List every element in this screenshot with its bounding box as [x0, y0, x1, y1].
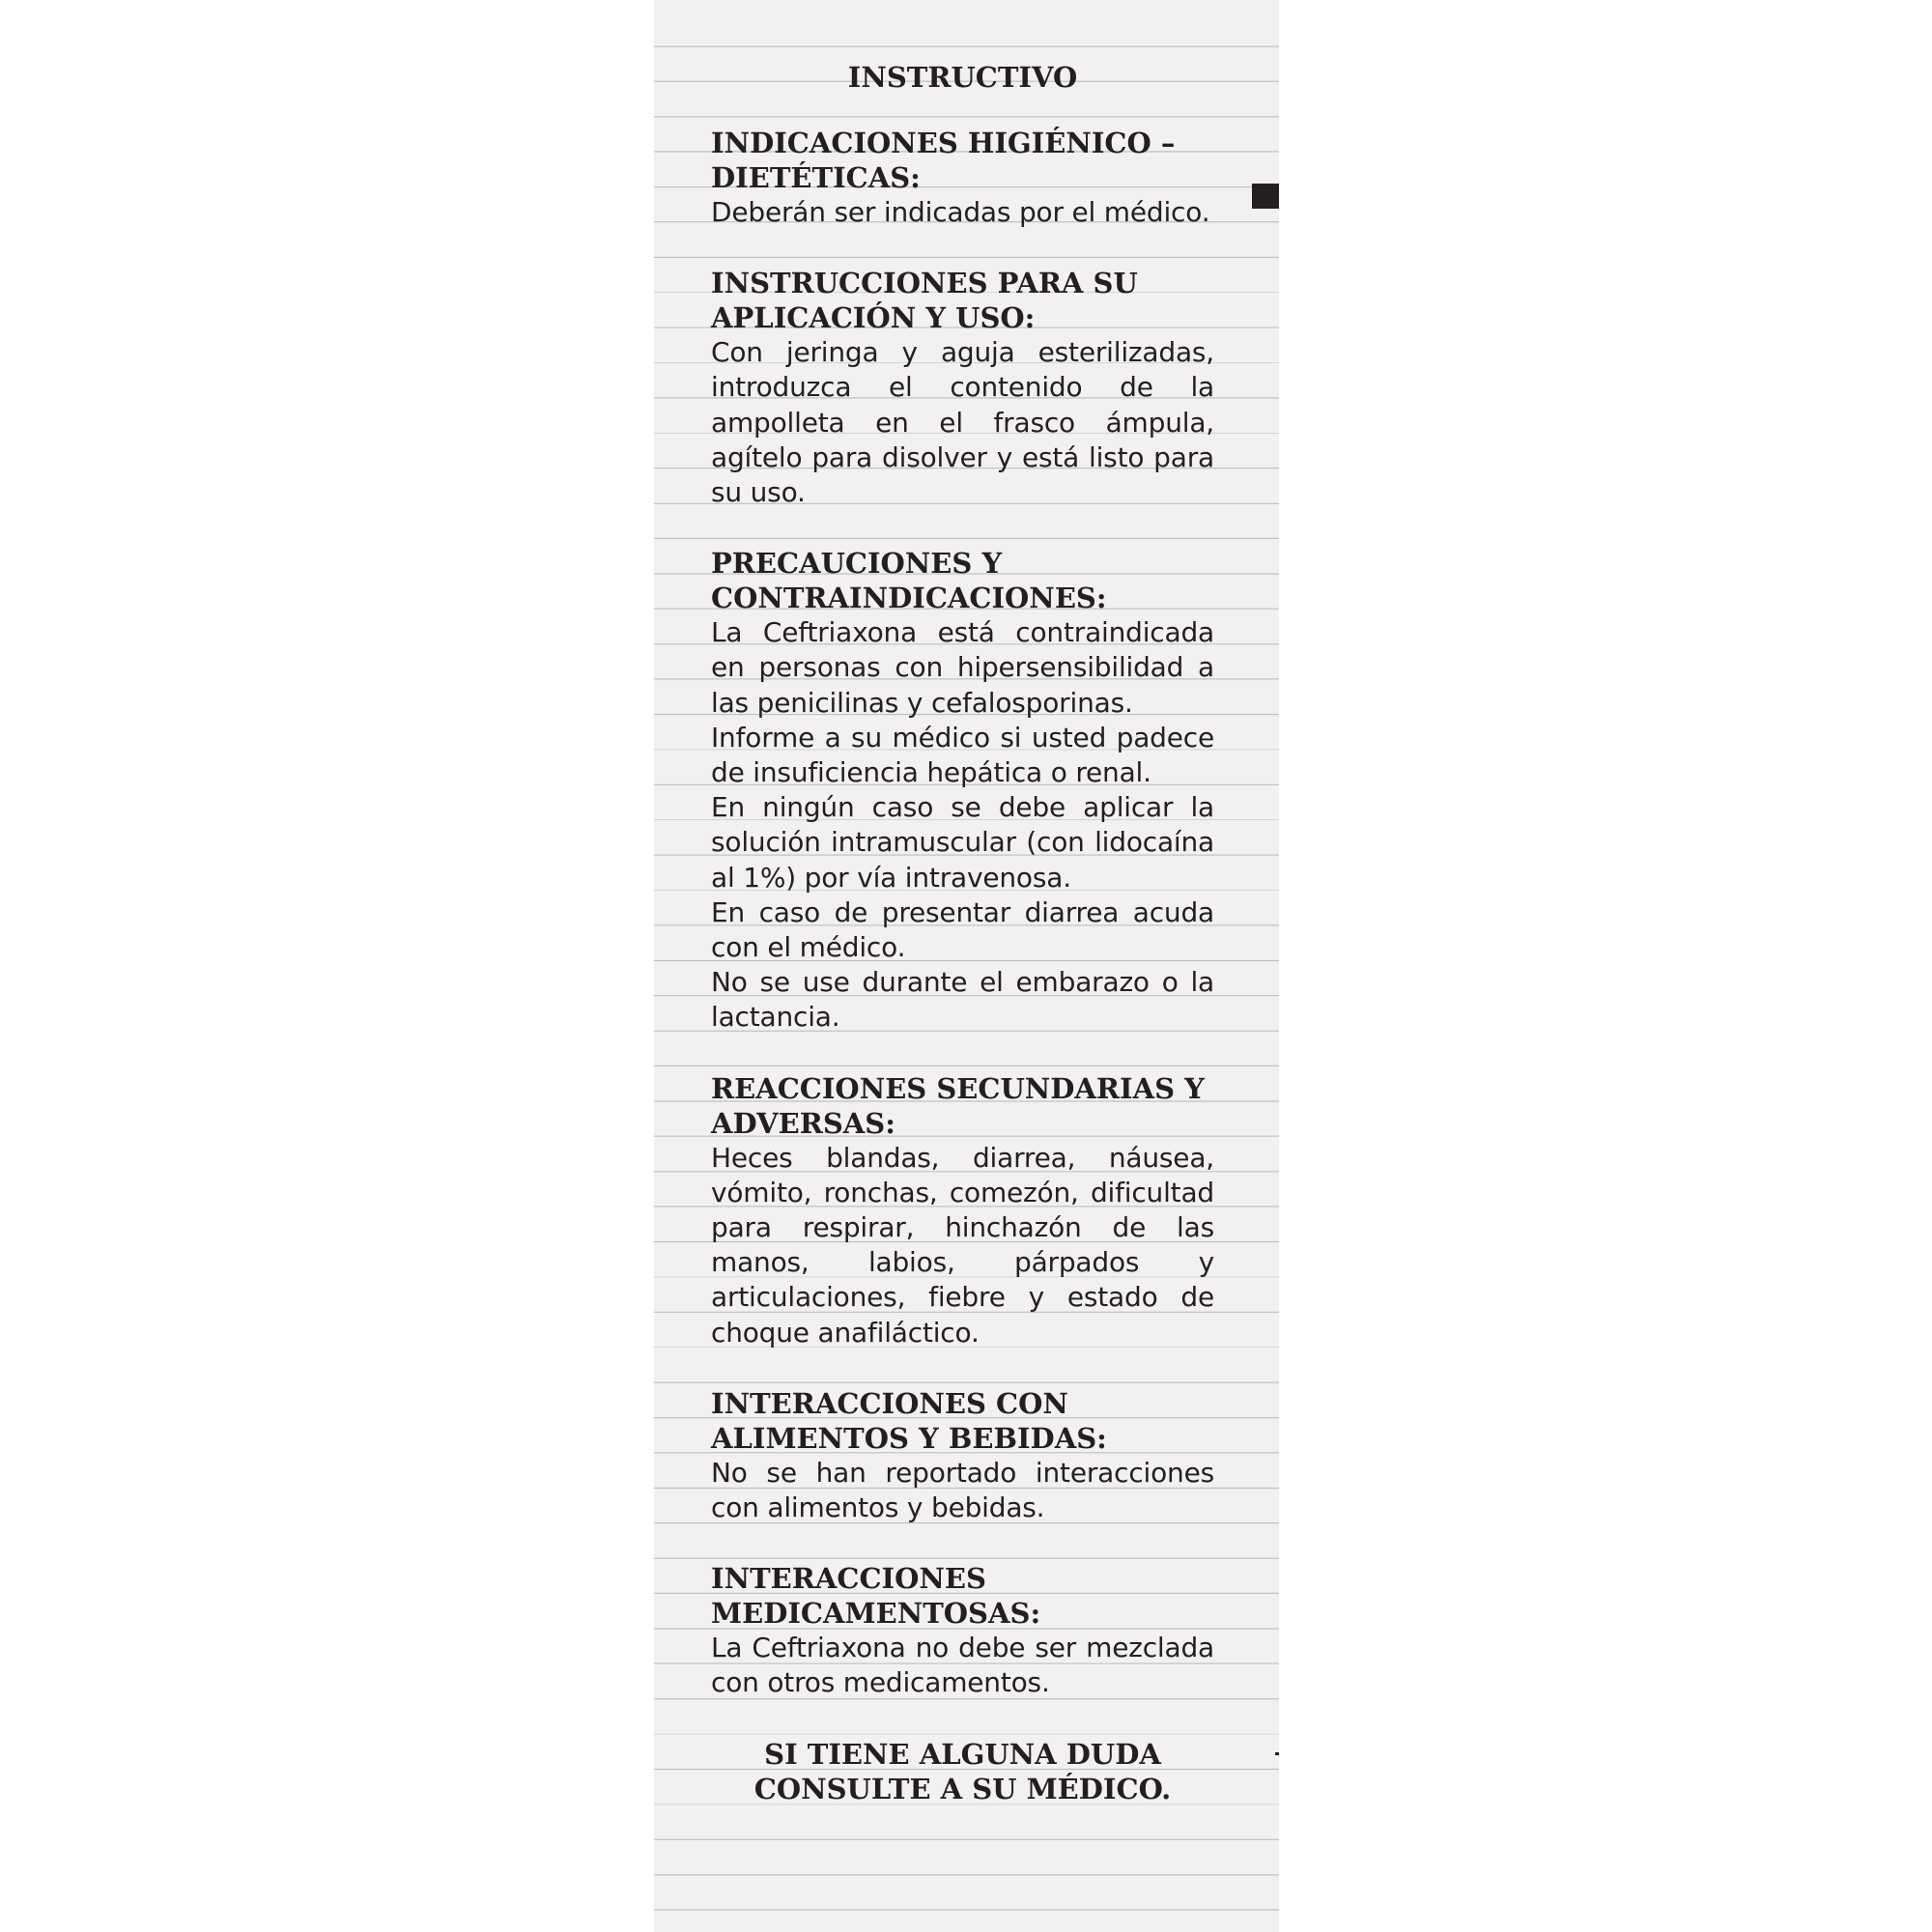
section-heading: INSTRUCCIONES PARA SU APLICACIÓN Y USO:: [711, 267, 1138, 335]
section-paragraph: No se use durante el embarazo o la lactancia.: [711, 966, 1214, 1034]
section-food-interactions: [711, 1386, 1214, 1525]
section-paragraph: La Ceftriaxona está contraindicada en personas con hipersensibilidad a las penicilinas y cefalosporinas.: [711, 616, 1214, 719]
section-paragraph: Deberán ser indicadas por el médico.: [711, 196, 1210, 228]
section-heading: REACCIONES SECUNDARIAS Y ADVERSAS:: [711, 1071, 1205, 1140]
section-paragraph: En caso de presentar diarrea acuda con el médico.: [711, 895, 1214, 964]
section-adverse-reactions: [711, 1071, 1214, 1350]
leaflet-content: [711, 60, 1214, 1806]
section-application-use: [711, 266, 1214, 510]
section-paragraph: La Ceftriaxona no debe ser mezclada con otros medicamentos.: [711, 1632, 1214, 1699]
section-paragraph: En ningún caso se debe aplicar la solución intramuscular (con lidocaína al 1%) por vía intravenosa.: [711, 791, 1214, 894]
registration-mark: [1252, 184, 1279, 209]
section-paragraph: Informe a su médico si usted padece de insuficiencia hepática o renal.: [711, 721, 1214, 789]
document-title: INSTRUCTIVO: [847, 61, 1078, 94]
section-heading: INTERACCIONES MEDICAMENTOSAS:: [711, 1562, 1041, 1631]
instruction-leaflet: [654, 0, 1279, 1932]
section-paragraph: No se han reportado interacciones con alimentos y bebidas.: [711, 1456, 1214, 1524]
section-heading: INTERACCIONES CON ALIMENTOS Y BEBIDAS:: [711, 1386, 1107, 1455]
section-paragraph: Con jeringa y aguja esterilizadas, introduzca el contenido de la ampolleta en el frasco ámpula, agítelo para disolver y está listo para su uso.: [711, 336, 1214, 509]
trim-tick-mark: [1275, 1752, 1279, 1755]
closing-note: SI TIENE ALGUNA DUDA CONSULTE A SU MÉDICO.: [753, 1737, 1172, 1805]
section-heading: INDICACIONES HIGIÉNICO – DIETÉTICAS:: [711, 127, 1176, 194]
section-drug-interactions: [711, 1561, 1214, 1700]
section-heading: PRECAUCIONES Y CONTRAINDICACIONES:: [711, 547, 1107, 615]
section-paragraph: Heces blandas, diarrea, náusea, vómito, ronchas, comezón, dificultad para respirar, hinchazón de las manos, labios, párpados y articulaciones, fiebre y estado de choque anafiláctico.: [711, 1141, 1214, 1349]
section-hygiene-diet: [711, 126, 1214, 230]
section-precautions: [711, 546, 1214, 1035]
